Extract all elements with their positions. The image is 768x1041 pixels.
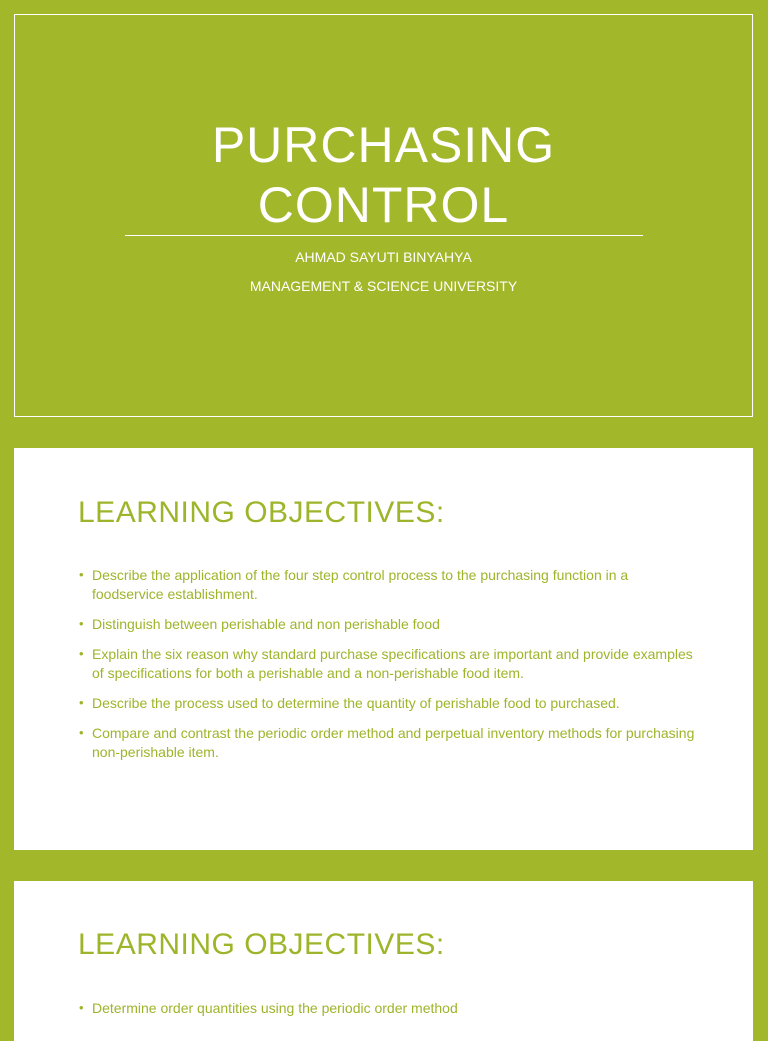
bullet-item: • Distinguish between perishable and non perishable food — [78, 615, 703, 634]
bullet-list — [78, 999, 703, 1029]
bullet-item: • Explain the six reason why standard purchase specifications are important and provide examples of specifications for both a perishable and a non-perishable food item. — [78, 645, 703, 683]
institution-name: MANAGEMENT & SCIENCE UNIVERSITY — [249, 278, 518, 294]
slide-heading: LEARNING OBJECTIVES: — [78, 928, 445, 961]
bullet-list — [78, 566, 703, 773]
bullet-item: • Compare and contrast the periodic order method and perpetual inventory methods for purchasing non-perishable item. — [78, 724, 703, 762]
title-line-2: CONTROL — [257, 177, 510, 233]
author-name: AHMAD SAYUTI BINYAHYA — [295, 249, 472, 265]
objectives-slide-2 — [14, 881, 753, 1041]
bullet-item: • Determine order quantities using the periodic order method — [78, 999, 703, 1018]
title-slide — [14, 14, 753, 417]
bullet-item: • Describe the application of the four step control process to the purchasing function in a foodservice establishment. — [78, 566, 703, 604]
title-line-1: PURCHASING — [211, 117, 556, 173]
bullet-item: • Describe the process used to determine the quantity of perishable food to purchased. — [78, 694, 703, 713]
slide-title — [15, 115, 752, 235]
slide-heading: LEARNING OBJECTIVES: — [78, 496, 445, 529]
title-divider — [125, 235, 643, 236]
objectives-slide-1 — [14, 448, 753, 850]
